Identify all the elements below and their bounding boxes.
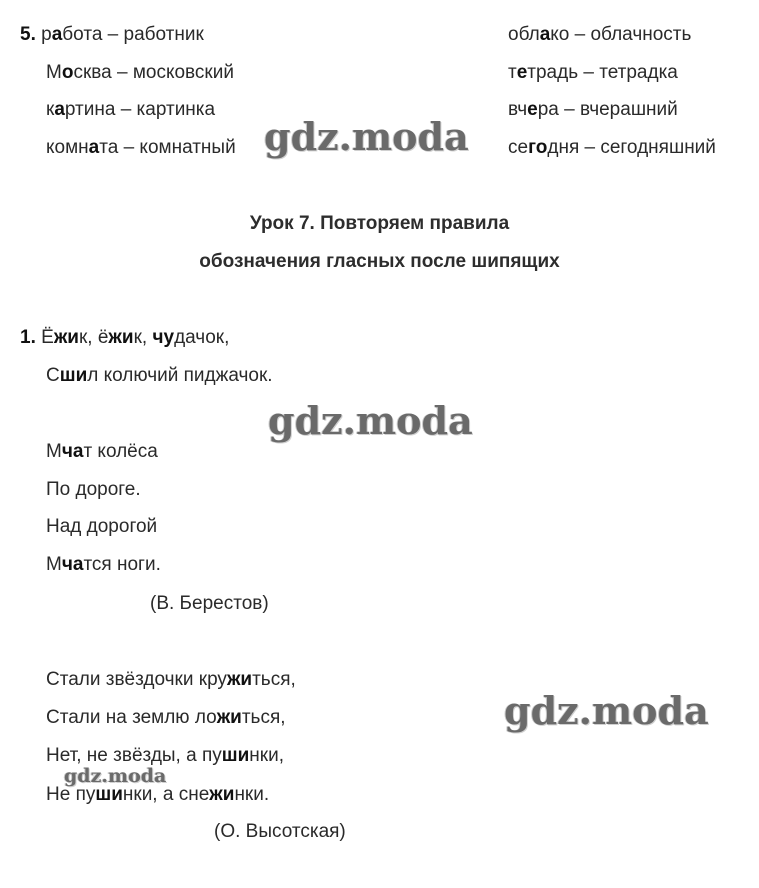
poem-3-author: (О. Высотская) <box>214 821 346 842</box>
lesson-title-line-1: Урок 7. Повторяем правила <box>249 213 510 234</box>
poem-3-line-4: Не пушинки, а снежинки. <box>46 784 270 805</box>
watermark: gdz.moda <box>268 398 473 443</box>
poem-1-line-2: Сшил колючий пиджачок. <box>46 365 273 386</box>
poem-2-line-3: Над дорогой <box>46 516 158 537</box>
exercise-5-right-line-3: вчера – вчерашний <box>508 99 678 120</box>
lesson-title-line-2: обозначения гласных после шипящих <box>199 251 560 272</box>
exercise-number: 1. <box>20 327 36 348</box>
poem-3-line-3: Нет, не звёзды, а пушинки, <box>46 745 284 766</box>
poem-2-line-4: Мчатся ноги. <box>46 554 161 575</box>
watermark: gdz.moda <box>64 765 167 787</box>
poem-2-author: (В. Берестов) <box>150 593 269 614</box>
exercise-number: 5. <box>20 24 36 45</box>
exercise-5-right-line-1: облако – облачность <box>508 24 692 45</box>
exercise-5-right-line-4: сегодня – сегодняшний <box>508 137 716 158</box>
exercise-5-right-line-2: тетрадь – тетрадка <box>508 62 678 83</box>
watermark: gdz.moda <box>504 688 709 733</box>
watermark: gdz.moda <box>264 114 469 159</box>
poem-3-line-1: Стали звёздочки кружиться, <box>46 669 296 690</box>
exercise-5-line-4: комната – комнатный <box>46 137 236 158</box>
poem-3-line-2: Стали на землю ложиться, <box>46 707 286 728</box>
poem-1-line-1: 1. Ёжик, ёжик, чудачок, <box>20 327 230 348</box>
poem-2-line-1: Мчат колёса <box>46 441 158 462</box>
poem-2-line-2: По дороге. <box>46 479 141 500</box>
exercise-5-line-1: 5. работа – работник <box>20 24 204 45</box>
exercise-5-line-3: картина – картинка <box>46 99 216 120</box>
exercise-5-line-2: Москва – московский <box>46 62 234 83</box>
